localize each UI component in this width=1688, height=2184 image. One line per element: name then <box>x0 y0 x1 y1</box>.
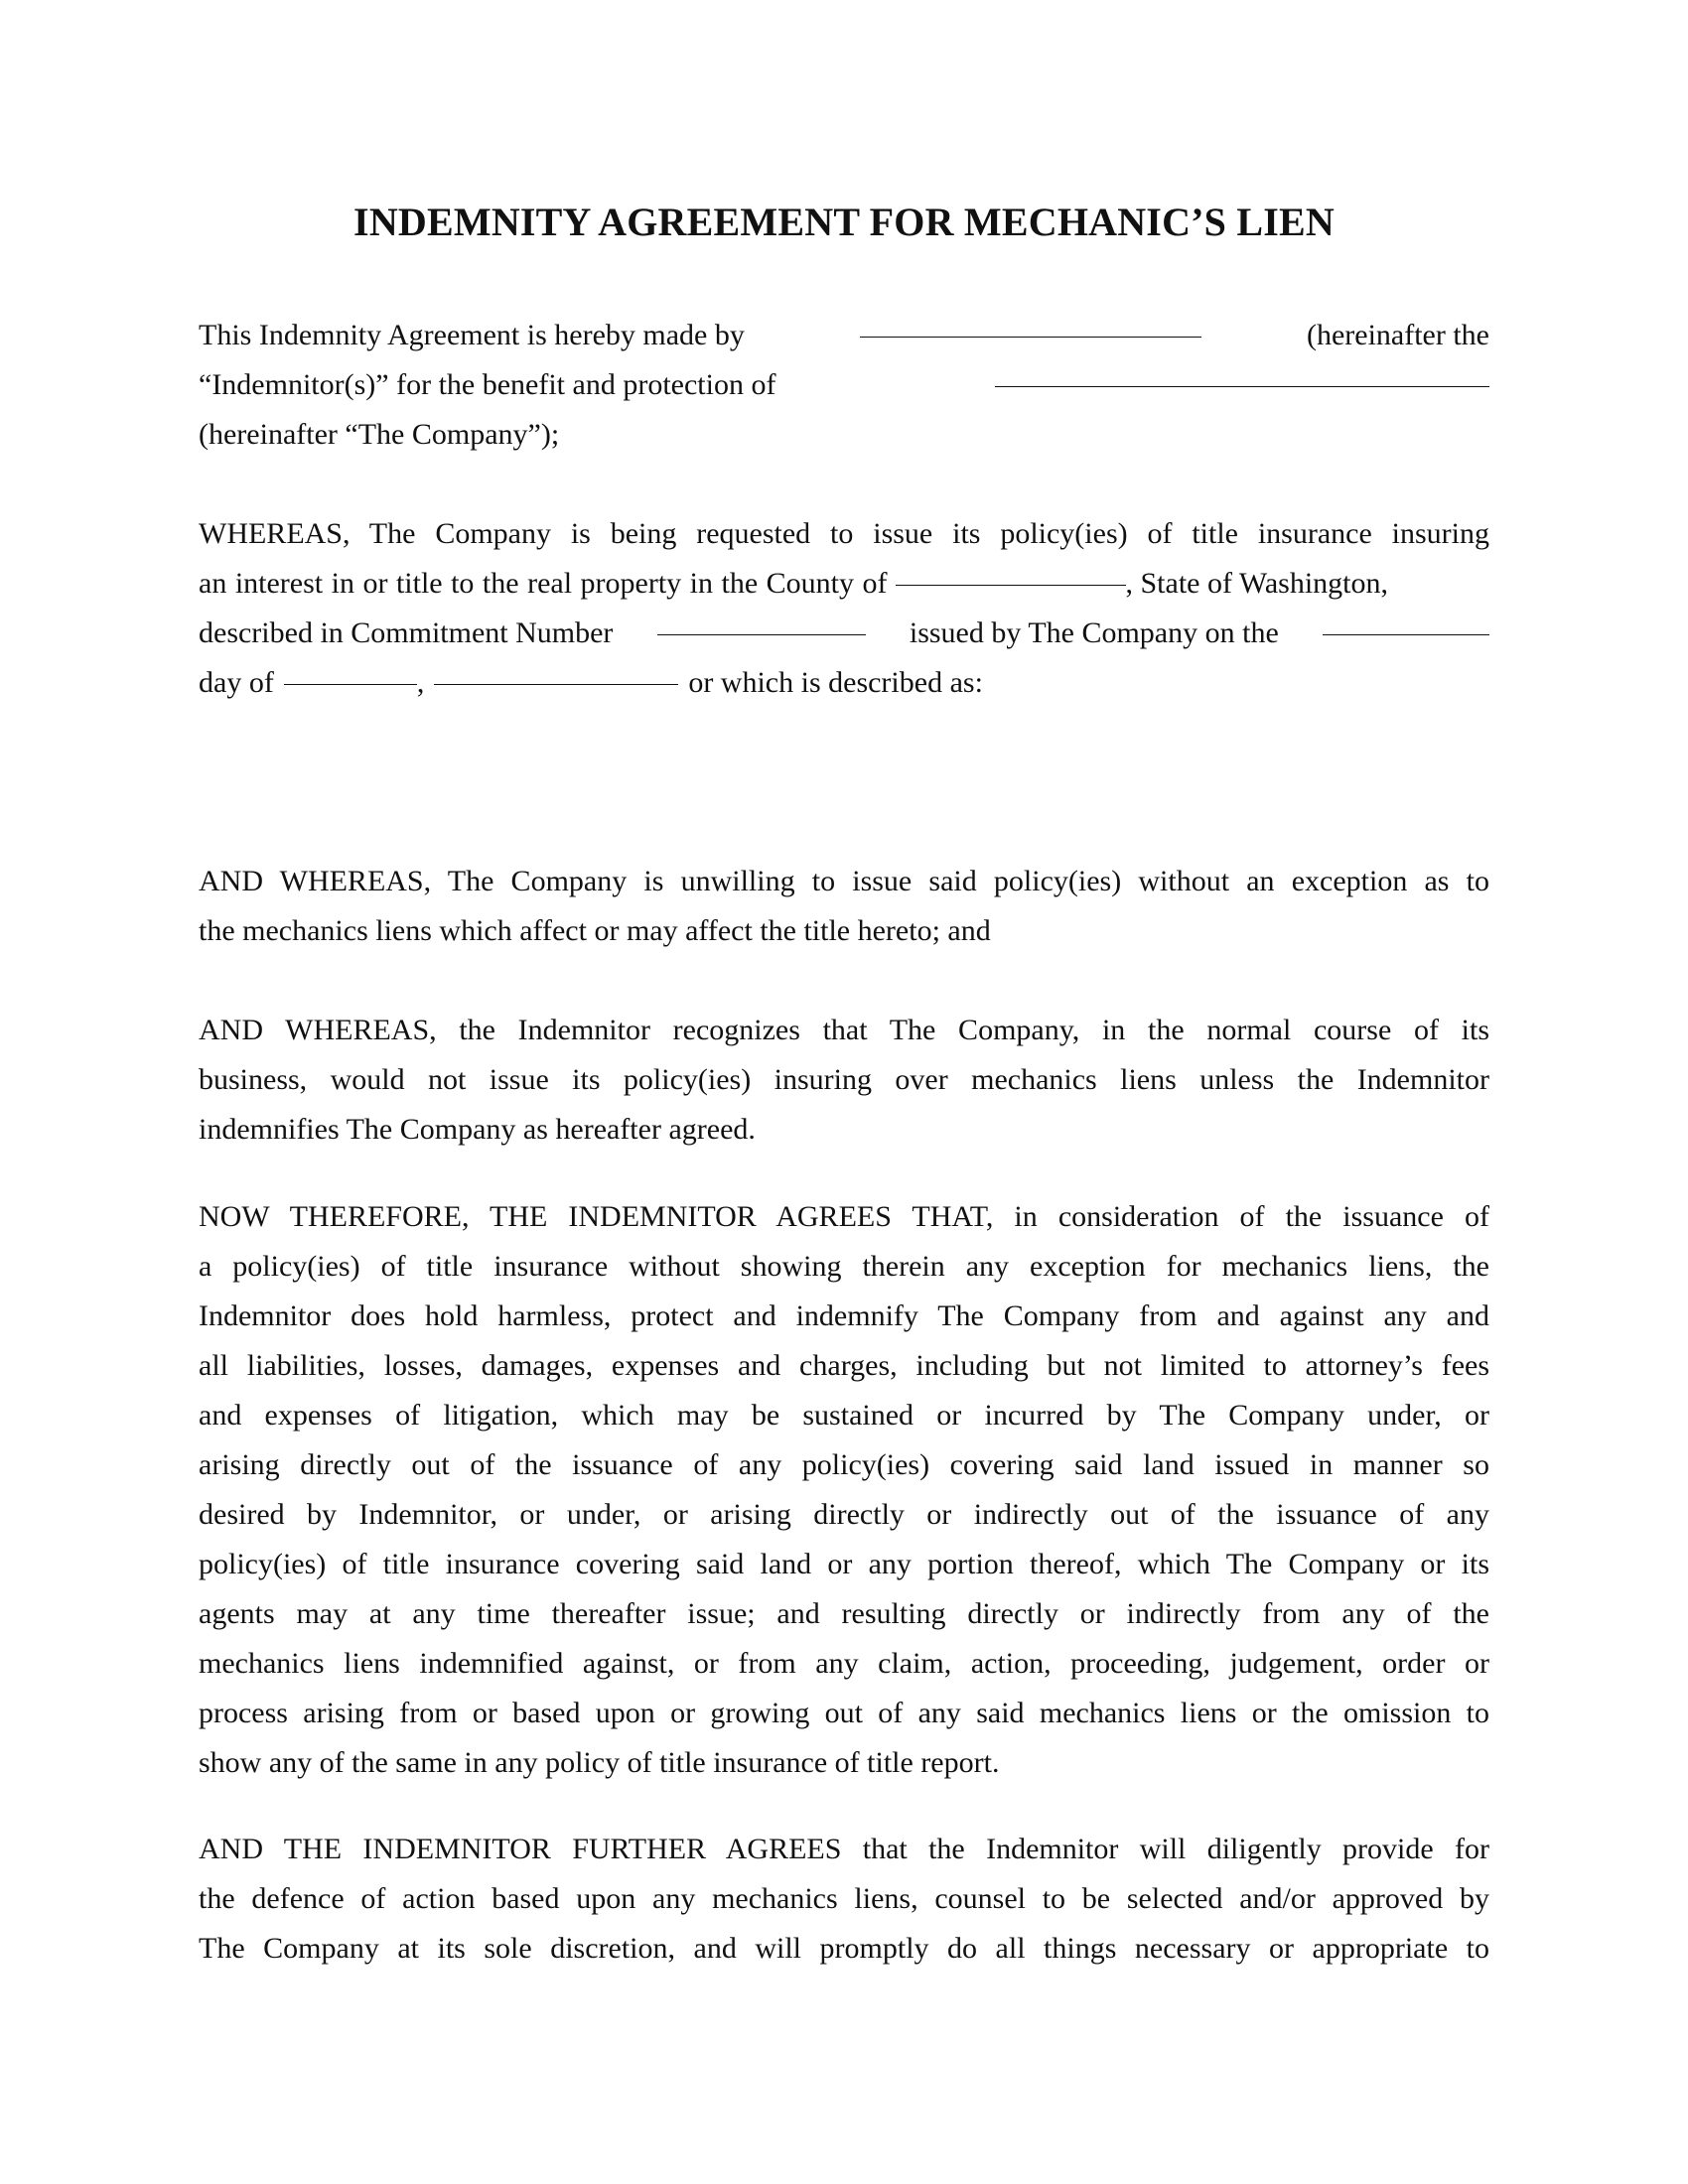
county-text: an interest in or title to the real property in the County of <box>199 567 888 600</box>
comma-text: , <box>416 666 425 699</box>
now-therefore-line: mechanics liens indemnified against, or from any claim, action, proceeding, judgement, order or <box>199 1647 1489 1680</box>
commitment-number-blank[interactable] <box>657 609 866 635</box>
whereas2-line-2: the mechanics liens which affect or may affect the title hereto; and <box>199 914 991 947</box>
now-therefore-paragraph <box>199 1192 1489 1788</box>
intro-text-b: (hereinafter the <box>1306 319 1489 351</box>
intro-text-a: This Indemnity Agreement is hereby made by <box>199 319 745 351</box>
document-title: INDEMNITY AGREEMENT FOR MECHANIC’S LIEN <box>353 200 1335 244</box>
now-therefore-line: a policy(ies) of title insurance without showing therein any exception for mechanics liens, the <box>199 1250 1489 1283</box>
issue-year-blank[interactable] <box>434 658 678 685</box>
issue-day-blank[interactable] <box>1323 609 1489 635</box>
whereas1-line-1: WHEREAS, The Company is being requested to issue its policy(ies) of title insurance insuring <box>199 517 1489 550</box>
further-line: the defence of action based upon any mechanics liens, counsel to be selected and/or approved by <box>199 1882 1489 1915</box>
intro-paragraph <box>199 311 1489 460</box>
whereas-paragraph-3 <box>199 1006 1489 1155</box>
intro-line-2 <box>199 360 1489 410</box>
county-blank[interactable] <box>896 559 1126 586</box>
whereas1-line-4 <box>199 658 1489 708</box>
whereas3-line-3: indemnifies The Company as hereafter agreed. <box>199 1113 756 1146</box>
now-therefore-line: NOW THEREFORE, THE INDEMNITOR AGREES THAT, in consideration of the issuance of <box>199 1200 1489 1233</box>
now-therefore-line: arising directly out of the issuance of any policy(ies) covering said land issued in manner so <box>199 1448 1489 1481</box>
now-therefore-line: process arising from or based upon or growing out of any said mechanics liens or the omission to <box>199 1697 1489 1729</box>
issue-month-blank[interactable] <box>284 658 417 685</box>
whereas-paragraph-2 <box>199 857 1489 956</box>
whereas2-line-1: AND WHEREAS, The Company is unwilling to issue said policy(ies) without an exception as to <box>199 865 1489 897</box>
now-therefore-line: Indemnitor does hold harmless, protect and indemnify The Company from and against any and <box>199 1299 1489 1332</box>
whereas-paragraph-1 <box>199 509 1489 708</box>
now-therefore-line: and expenses of litigation, which may be sustained or incurred by The Company under, or <box>199 1399 1489 1432</box>
further-agrees-paragraph <box>199 1825 1489 1974</box>
whereas1-line-2 <box>199 559 1489 609</box>
now-therefore-line: all liabilities, losses, damages, expenses and charges, including but not limited to attorney’s fees <box>199 1349 1489 1382</box>
further-line: The Company at its sole discretion, and will promptly do all things necessary or appropriate to <box>199 1932 1489 1965</box>
intro-line-3: (hereinafter “The Company”); <box>199 418 560 451</box>
issued-text: issued by The Company on the <box>909 616 1279 649</box>
intro-line-1 <box>199 311 1489 360</box>
intro-text-c: “Indemnitor(s)” for the benefit and protection of <box>199 368 776 401</box>
now-therefore-line: desired by Indemnitor, or under, or arising directly or indirectly out of the issuance of any <box>199 1498 1489 1531</box>
now-therefore-line: policy(ies) of title insurance covering said land or any portion thereof, which The Company or its <box>199 1548 1489 1580</box>
commitment-text: described in Commitment Number <box>199 616 614 649</box>
further-line: AND THE INDEMNITOR FURTHER AGREES that the Indemnitor will diligently provide for <box>199 1833 1489 1865</box>
company-name-blank[interactable] <box>995 360 1489 387</box>
now-therefore-line: show any of the same in any policy of title insurance of title report. <box>199 1746 1000 1779</box>
described-as-text: or which is described as: <box>688 666 983 699</box>
day-of-text: day of <box>199 666 274 699</box>
whereas3-line-2: business, would not issue its policy(ies) insuring over mechanics liens unless the Indemnitor <box>199 1063 1489 1096</box>
whereas1-line-3 <box>199 609 1489 658</box>
whereas3-line-1: AND WHEREAS, the Indemnitor recognizes that The Company, in the normal course of its <box>199 1014 1489 1046</box>
now-therefore-line: agents may at any time thereafter issue; and resulting directly or indirectly from any of the <box>199 1597 1489 1630</box>
state-text: , State of Washington, <box>1125 567 1389 600</box>
indemnitor-name-blank[interactable] <box>860 311 1201 338</box>
